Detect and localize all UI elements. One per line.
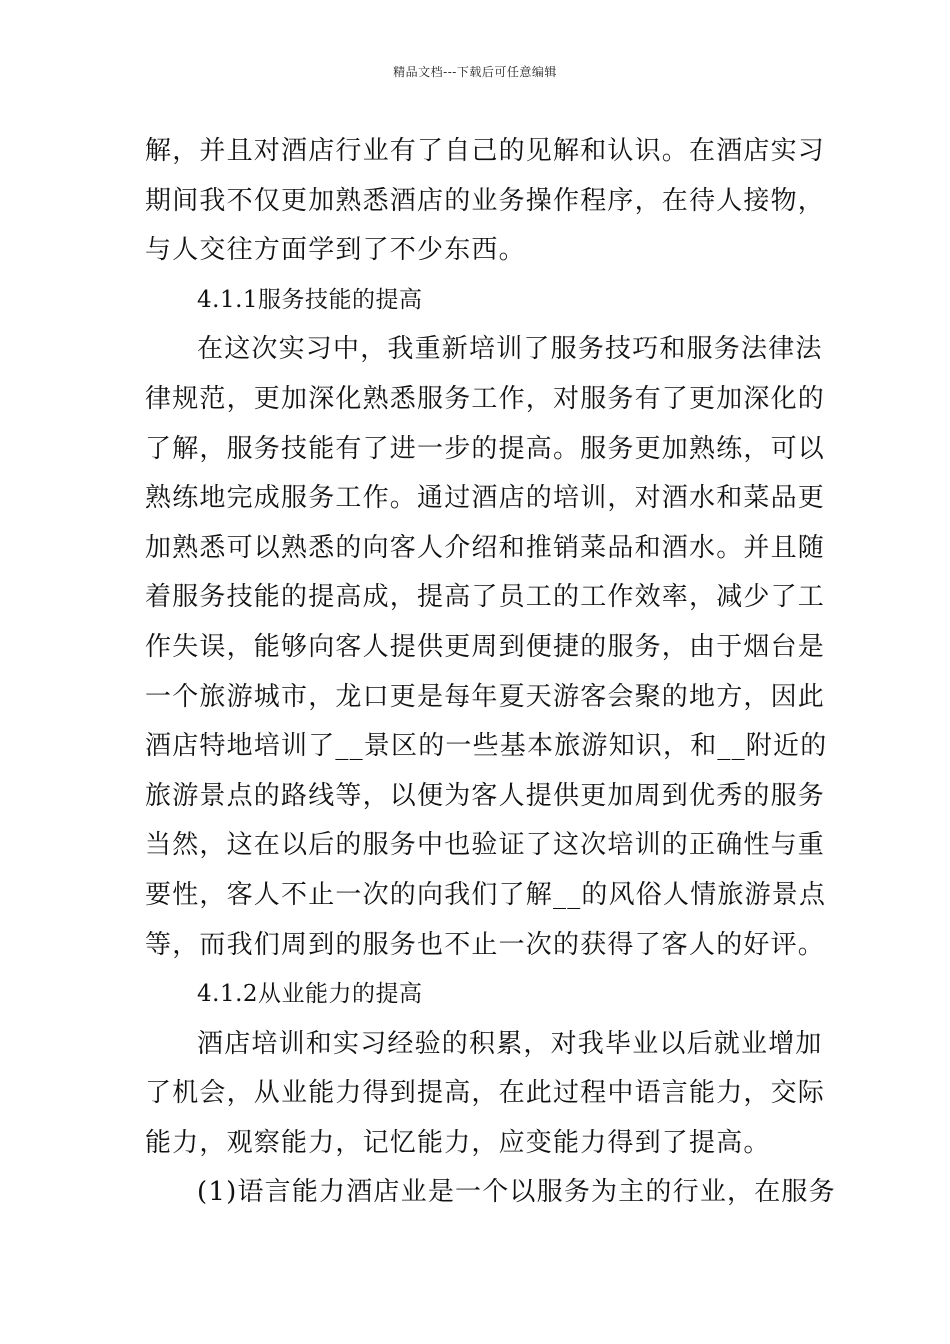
- text-line: 加熟悉可以熟悉的向客人介绍和推销菜品和酒水。并且随: [145, 532, 826, 563]
- section-heading-4-1-2: 4.1.2从业能力的提高: [197, 981, 423, 1008]
- text-line: 律规范，更加深化熟悉服务工作，对服务有了更加深化的: [145, 383, 826, 414]
- text-line: 一个旅游城市，龙口更是每年夏天游客会聚的地方，因此: [145, 681, 826, 712]
- text-line: 作失误，能够向客人提供更周到便捷的服务，由于烟台是: [145, 631, 826, 662]
- page-header: 精品文档---下载后可任意编辑: [393, 65, 557, 79]
- text-line: 酒店培训和实习经验的积累，对我毕业以后就业增加: [197, 1028, 823, 1059]
- text-line: 期间我不仅更加熟悉酒店的业务操作程序，在待人接物，: [145, 185, 826, 216]
- text-line: 旅游景点的路线等，以便为客人提供更加周到优秀的服务: [145, 780, 826, 811]
- text-line: 要性，客人不止一次的向我们了解__的风俗人情旅游景点: [145, 879, 827, 910]
- text-line: 酒店特地培训了__景区的一些基本旅游知识，和__附近的: [145, 731, 828, 762]
- text-line: 解，并且对酒店行业有了自己的见解和认识。在酒店实习: [145, 136, 826, 166]
- text-line: 熟练地完成服务工作。通过酒店的培训，对酒水和菜品更: [145, 483, 826, 514]
- text-line: 与人交往方面学到了不少东西。: [145, 235, 526, 266]
- text-line: 着服务技能的提高成，提高了员工的工作效率，减少了工: [145, 582, 826, 613]
- document-body: [145, 127, 836, 1218]
- text-line: 能力，观察能力，记忆能力，应变能力得到了提高。: [145, 1127, 771, 1158]
- text-line: (1)语言能力酒店业是一个以服务为主的行业，在服务: [197, 1177, 836, 1208]
- text-line: 了解，服务技能有了进一步的提高。服务更加熟练，可以: [145, 433, 826, 464]
- section-heading-4-1-1: 4.1.1服务技能的提高: [197, 286, 423, 313]
- text-line: 当然，这在以后的服务中也验证了这次培训的正确性与重: [145, 830, 826, 861]
- text-line: 等，而我们周到的服务也不止一次的获得了客人的好评。: [145, 929, 826, 960]
- text-line: 在这次实习中，我重新培训了服务技巧和服务法律法: [197, 334, 823, 365]
- text-line: 了机会，从业能力得到提高，在此过程中语言能力，交际: [145, 1078, 826, 1109]
